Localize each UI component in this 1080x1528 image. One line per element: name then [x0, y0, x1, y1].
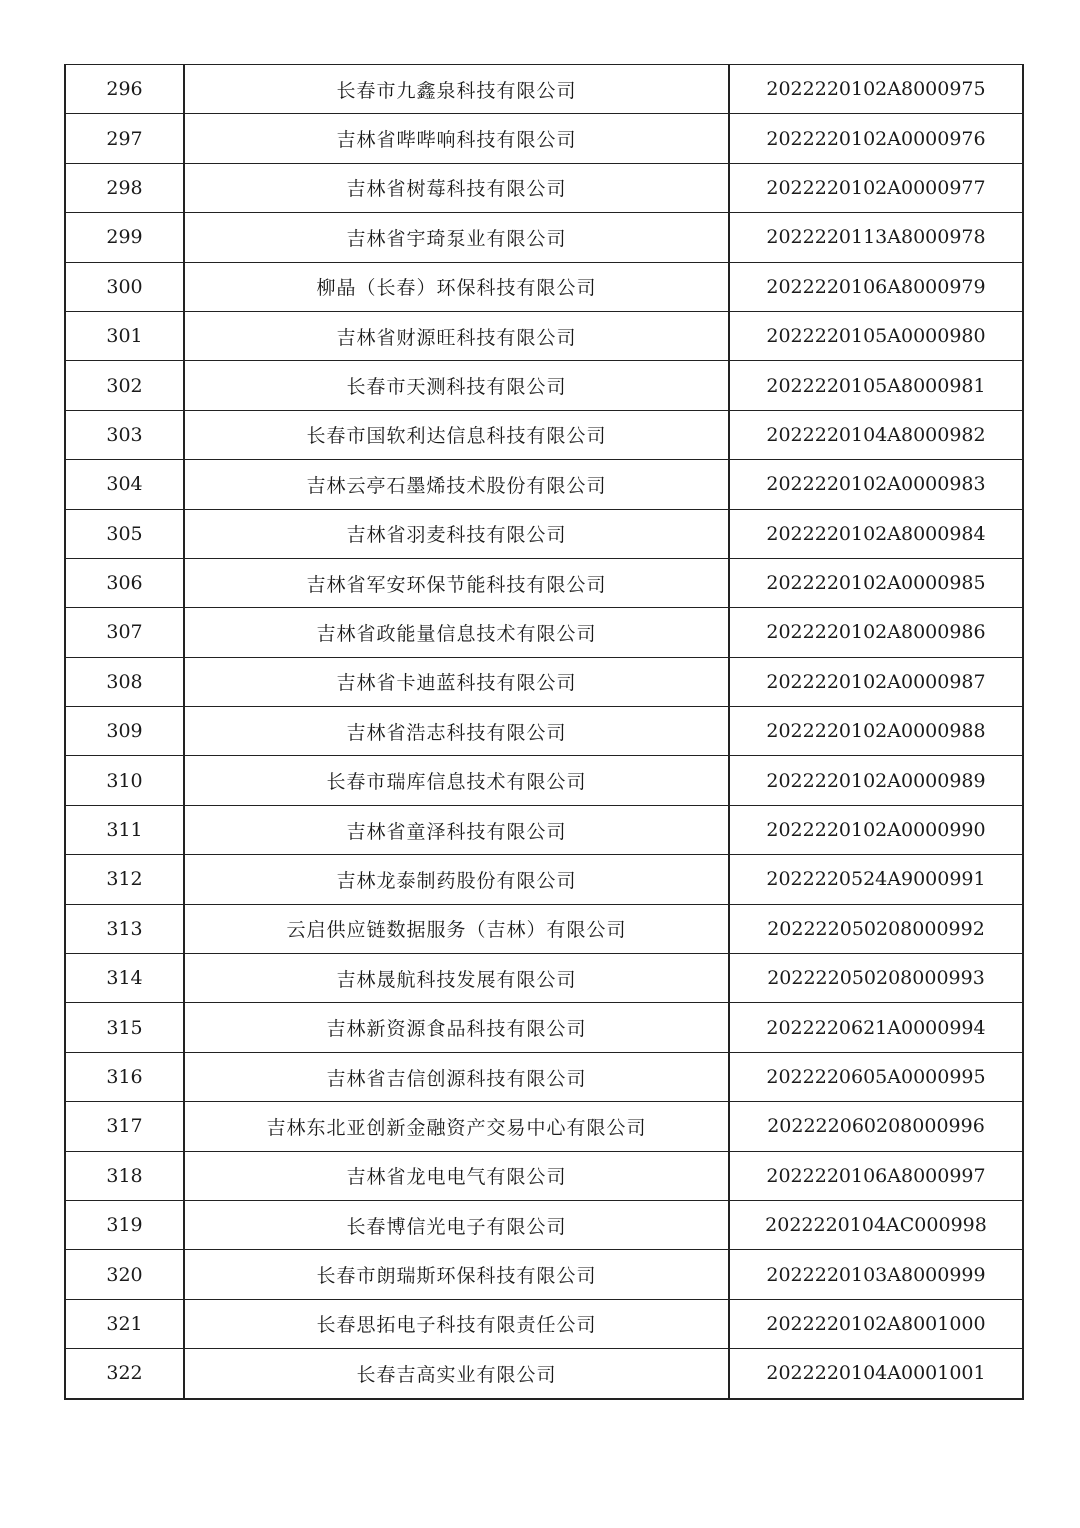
table-row	[65, 805, 1023, 854]
row-number-cell: 304	[65, 460, 184, 509]
company-name-cell: 吉林晟航科技发展有限公司	[184, 954, 729, 1003]
table-row	[65, 163, 1023, 212]
company-name-cell: 长春吉高实业有限公司	[184, 1349, 729, 1399]
registry-code-cell: 2022220104A8000982	[729, 410, 1023, 459]
company-name-cell: 吉林东北亚创新金融资产交易中心有限公司	[184, 1102, 729, 1151]
company-name-cell: 吉林省浩志科技有限公司	[184, 707, 729, 756]
registry-code-cell: 2022220102A0000989	[729, 756, 1023, 805]
registry-code-cell: 2022220104AC000998	[729, 1200, 1023, 1249]
registry-code-cell: 2022220102A8000986	[729, 608, 1023, 657]
table-row	[65, 904, 1023, 953]
table-row	[65, 460, 1023, 509]
registry-code-cell: 2022220102A0000985	[729, 558, 1023, 607]
company-name-cell: 长春市九鑫泉科技有限公司	[184, 65, 729, 114]
company-name-cell: 吉林省树莓科技有限公司	[184, 163, 729, 212]
table-row	[65, 756, 1023, 805]
table-row	[65, 558, 1023, 607]
company-name-cell: 吉林龙泰制药股份有限公司	[184, 855, 729, 904]
company-name-cell: 吉林省政能量信息技术有限公司	[184, 608, 729, 657]
table-row	[65, 855, 1023, 904]
table-body	[65, 65, 1023, 1399]
table-row	[65, 410, 1023, 459]
row-number-cell: 297	[65, 114, 184, 163]
row-number-cell: 320	[65, 1250, 184, 1299]
row-number-cell: 296	[65, 65, 184, 114]
row-number-cell: 308	[65, 657, 184, 706]
registry-code-cell: 202222060208000996	[729, 1102, 1023, 1151]
table-row	[65, 1102, 1023, 1151]
table-row	[65, 311, 1023, 360]
company-name-cell: 长春思拓电子科技有限责任公司	[184, 1299, 729, 1348]
row-number-cell: 301	[65, 311, 184, 360]
row-number-cell: 305	[65, 509, 184, 558]
table-row	[65, 1200, 1023, 1249]
table-row	[65, 262, 1023, 311]
table-row	[65, 1349, 1023, 1399]
registry-code-cell: 2022220106A8000997	[729, 1151, 1023, 1200]
company-name-cell: 吉林省童泽科技有限公司	[184, 805, 729, 854]
company-name-cell: 吉林新资源食品科技有限公司	[184, 1003, 729, 1052]
row-number-cell: 300	[65, 262, 184, 311]
row-number-cell: 316	[65, 1052, 184, 1101]
row-number-cell: 321	[65, 1299, 184, 1348]
table-row	[65, 509, 1023, 558]
registry-code-cell: 2022220106A8000979	[729, 262, 1023, 311]
row-number-cell: 299	[65, 213, 184, 262]
company-name-cell: 吉林省宇琦泵业有限公司	[184, 213, 729, 262]
company-name-cell: 吉林省军安环保节能科技有限公司	[184, 558, 729, 607]
registry-code-cell: 202222050208000993	[729, 954, 1023, 1003]
registry-code-cell: 2022220102A8000975	[729, 65, 1023, 114]
row-number-cell: 307	[65, 608, 184, 657]
table-row	[65, 608, 1023, 657]
registry-code-cell: 2022220102A0000990	[729, 805, 1023, 854]
company-name-cell: 长春市天测科技有限公司	[184, 361, 729, 410]
registry-code-cell: 2022220105A8000981	[729, 361, 1023, 410]
registry-code-cell: 2022220102A0000987	[729, 657, 1023, 706]
table-row	[65, 954, 1023, 1003]
table-row	[65, 707, 1023, 756]
row-number-cell: 306	[65, 558, 184, 607]
company-name-cell: 吉林省吉信创源科技有限公司	[184, 1052, 729, 1101]
table-row	[65, 1003, 1023, 1052]
registry-code-cell: 2022220102A0000976	[729, 114, 1023, 163]
table-row	[65, 114, 1023, 163]
registry-code-cell: 2022220113A8000978	[729, 213, 1023, 262]
row-number-cell: 298	[65, 163, 184, 212]
company-name-cell: 长春市瑞库信息技术有限公司	[184, 756, 729, 805]
registry-code-cell: 2022220621A0000994	[729, 1003, 1023, 1052]
row-number-cell: 322	[65, 1349, 184, 1399]
registry-code-cell: 2022220524A9000991	[729, 855, 1023, 904]
company-name-cell: 吉林省哔哔响科技有限公司	[184, 114, 729, 163]
row-number-cell: 312	[65, 855, 184, 904]
registry-code-cell: 2022220104A0001001	[729, 1349, 1023, 1399]
company-name-cell: 云启供应链数据服务（吉林）有限公司	[184, 904, 729, 953]
row-number-cell: 317	[65, 1102, 184, 1151]
registry-code-cell: 2022220102A8000984	[729, 509, 1023, 558]
row-number-cell: 318	[65, 1151, 184, 1200]
table-row	[65, 1250, 1023, 1299]
table-row	[65, 65, 1023, 114]
row-number-cell: 303	[65, 410, 184, 459]
registry-code-cell: 2022220103A8000999	[729, 1250, 1023, 1299]
company-name-cell: 长春博信光电子有限公司	[184, 1200, 729, 1249]
registry-code-cell: 2022220102A0000983	[729, 460, 1023, 509]
enterprise-registry-table	[64, 64, 1024, 1400]
registry-code-cell: 202222050208000992	[729, 904, 1023, 953]
company-name-cell: 长春市朗瑞斯环保科技有限公司	[184, 1250, 729, 1299]
row-number-cell: 311	[65, 805, 184, 854]
row-number-cell: 302	[65, 361, 184, 410]
table-row	[65, 1052, 1023, 1101]
company-name-cell: 长春市国软利达信息科技有限公司	[184, 410, 729, 459]
company-name-cell: 吉林省龙电电气有限公司	[184, 1151, 729, 1200]
registry-code-cell: 2022220102A8001000	[729, 1299, 1023, 1348]
table-row	[65, 1299, 1023, 1348]
row-number-cell: 313	[65, 904, 184, 953]
row-number-cell: 319	[65, 1200, 184, 1249]
registry-code-cell: 2022220102A0000977	[729, 163, 1023, 212]
registry-code-cell: 2022220605A0000995	[729, 1052, 1023, 1101]
registry-code-cell: 2022220102A0000988	[729, 707, 1023, 756]
row-number-cell: 315	[65, 1003, 184, 1052]
row-number-cell: 314	[65, 954, 184, 1003]
company-name-cell: 柳晶（长春）环保科技有限公司	[184, 262, 729, 311]
registry-code-cell: 2022220105A0000980	[729, 311, 1023, 360]
table-row	[65, 213, 1023, 262]
company-name-cell: 吉林云亭石墨烯技术股份有限公司	[184, 460, 729, 509]
row-number-cell: 310	[65, 756, 184, 805]
table-row	[65, 1151, 1023, 1200]
table-row	[65, 361, 1023, 410]
table-row	[65, 657, 1023, 706]
company-name-cell: 吉林省财源旺科技有限公司	[184, 311, 729, 360]
company-name-cell: 吉林省卡迪蓝科技有限公司	[184, 657, 729, 706]
row-number-cell: 309	[65, 707, 184, 756]
company-name-cell: 吉林省羽麦科技有限公司	[184, 509, 729, 558]
